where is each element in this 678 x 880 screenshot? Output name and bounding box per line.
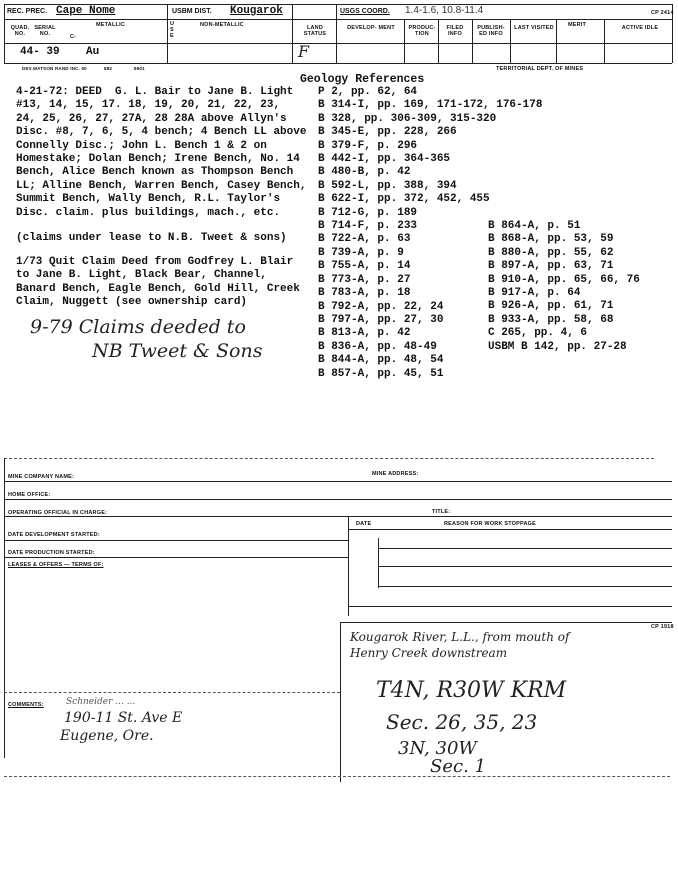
home-office-label: HOME OFFICE:	[8, 492, 51, 498]
form-number: CP 2414	[651, 10, 674, 16]
print-number-b: 8901	[134, 66, 145, 71]
filed-info-label: FILED INFO	[446, 25, 464, 37]
land-status-mark: F	[298, 42, 310, 61]
comments-label: COMMENTS:	[8, 702, 44, 708]
deed-line: 4-21-72: DEED G. L. Bair to Jane B. Light	[16, 86, 294, 98]
reference-item: B 755-A, p. 14	[318, 260, 411, 273]
reference-item: B 933-A, pp. 58, 68	[488, 313, 614, 326]
deed-line: LL; Alline Bench, Warren Bench, Casey Bench,	[16, 179, 307, 192]
reference-item: B 857-A, pp. 45, 51	[318, 367, 444, 380]
usgs-coord-label: USGS COORD.	[340, 8, 390, 15]
rec-prec-label: REC. PREC.	[7, 8, 48, 15]
reference-item: C 265, pp. 4, 6	[488, 327, 588, 340]
reference-item: B 792-A, pp. 22, 24	[318, 300, 444, 313]
deed-line: Homestake; Dolan Bench; Irene Bench, No. 14	[16, 153, 300, 166]
reference-item: B 328, pp. 306-309, 315-320	[318, 112, 497, 125]
reference-item: USBM B 142, pp. 27-28	[488, 340, 627, 353]
deed-line: Disc. claim. plus buildings, mach., etc.	[16, 206, 281, 219]
published-info-label: PUBLISH- ED INFO	[477, 25, 505, 37]
nonmetallic-label: NON-METALLIC	[200, 22, 244, 28]
form-left-border	[4, 458, 5, 758]
geology-references-title: Geology References	[300, 73, 425, 86]
deed-line: Bench, Alice Bench known as Thompson Bench	[16, 166, 294, 179]
reference-item: B 480-B, p. 42	[318, 166, 411, 179]
stoppage-reason-header: REASON FOR WORK STOPPAGE	[444, 521, 536, 527]
handwritten-township: T4N, R30W KRM	[376, 678, 567, 703]
handwritten-sections: Sec. 26, 35, 23	[386, 710, 538, 734]
date-development-started-label: DATE DEVELOPMENT STARTED:	[8, 532, 100, 538]
reference-item: B 722-A, p. 63	[318, 233, 411, 246]
reference-item: B 844-A, pp. 48, 54	[318, 354, 444, 367]
reference-item: B 910-A, pp. 65, 66, 76	[488, 273, 640, 286]
reference-item: B 926-A, pp. 61, 71	[488, 300, 614, 313]
handwritten-location-line2: Henry Creek downstream	[350, 646, 508, 660]
deed-line: Summit Bench, Wally Bench, R.L. Taylor's	[16, 193, 281, 206]
mine-address-label: MINE ADDRESS:	[372, 471, 419, 477]
deed-paragraph	[16, 86, 306, 220]
reference-item: B 379-F, p. 296	[318, 139, 418, 152]
reference-item: P 2, pp. 62, 64	[318, 86, 418, 98]
production-label: PRODUC- TION	[408, 25, 436, 37]
serial-label: SERIAL NO.	[34, 25, 56, 37]
development-label: DEVELOP- MENT	[347, 25, 395, 31]
usbm-dist-label: USBM DIST.	[172, 8, 212, 15]
reference-item: B 783-A, p. 18	[318, 287, 411, 300]
quad-label: QUAD. NO.	[10, 25, 30, 37]
form-number-2: CP 1918	[651, 624, 674, 630]
deed-line: Connelly Disc.; John L. Bench 1 & 2 on	[16, 139, 267, 152]
rec-prec-value: Cape Nome	[56, 5, 116, 17]
usbm-dist-value: Kougarok	[230, 5, 283, 17]
date-production-started-label: DATE PRODUCTION STARTED:	[8, 550, 95, 556]
reference-item: B 622-I, pp. 372, 452, 455	[318, 193, 490, 206]
lease-note: (claims under lease to N.B. Tweet & sons)	[16, 232, 287, 244]
reference-item: B 880-A, pp. 55, 62	[488, 246, 614, 259]
quad-serial-value: 44- 39	[20, 46, 60, 58]
handwritten-location-line1: Kougarok River, L.L., from mouth of	[350, 630, 570, 644]
form-divider	[4, 458, 654, 459]
references-column-2	[488, 220, 640, 354]
reference-item: B 897-A, pp. 63, 71	[488, 260, 614, 273]
reference-item: B 739-A, p. 9	[318, 246, 404, 259]
quit-claim-line: 1/73 Quit Claim Deed from Godfrey L. Blair	[16, 256, 294, 268]
reference-item: B 797-A, pp. 27, 30	[318, 313, 444, 326]
deed-line: 24, 25, 26, 27, 27A, 28 28A above Allyn's	[16, 112, 287, 125]
land-status-label: LAND STATUS	[303, 25, 327, 37]
c-label: C-	[70, 34, 77, 40]
deed-line: #13, 14, 15, 17. 18, 19, 20, 21, 22, 23,	[16, 99, 281, 112]
operating-official-label: OPERATING OFFICIAL IN CHARGE:	[8, 510, 108, 516]
use-label: U S E	[170, 21, 175, 39]
handwritten-comment-line3: Eugene, Ore.	[60, 728, 154, 744]
stoppage-date-header: DATE	[356, 521, 372, 527]
quit-claim-line: to Jane B. Light, Black Bear, Channel,	[16, 269, 267, 282]
last-visited-label: LAST VISITED	[514, 25, 554, 31]
usgs-coord-value: 1.4-1.6, 10.8-11.4	[405, 5, 484, 16]
quit-claim-line: Banard Bench, Eagle Bench, Gold Hill, Creek	[16, 282, 300, 295]
print-number-a: 882	[104, 66, 113, 71]
territorial-label: TERRITORIAL DEPT. OF MINES	[496, 66, 584, 72]
metallic-label: METALLIC	[96, 22, 125, 28]
deed-line: Disc. #8, 7, 6, 5, 4 bench; 4 Bench LL above	[16, 126, 307, 139]
handwritten-comment-line2: 190-11 St. Ave E	[64, 710, 183, 726]
reference-item: B 868-A, pp. 53, 59	[488, 233, 614, 246]
reference-item: B 712-G, p. 189	[318, 206, 418, 219]
handwritten-comment-line1: Schneider ... ...	[66, 697, 136, 707]
reference-item: B 836-A, pp. 48-49	[318, 340, 437, 353]
handwritten-alt-township: 3N, 30W	[398, 738, 477, 759]
reference-item: B 864-A, p. 51	[488, 220, 581, 232]
title-label: TITLE:	[432, 509, 451, 515]
reference-item: B 714-F, p. 233	[318, 220, 418, 233]
handwritten-alt-section: Sec. 1	[430, 756, 486, 777]
reference-item: B 773-A, p. 27	[318, 273, 411, 286]
handwritten-claims-note-2: NB Tweet & Sons	[92, 340, 263, 362]
quit-claim-paragraph	[16, 256, 300, 310]
reference-item: B 345-E, pp. 228, 266	[318, 126, 457, 139]
reference-item: B 813-A, p. 42	[318, 327, 411, 340]
print-note: DEV.WATSON RAND INC. 50	[22, 66, 87, 71]
quit-claim-line: Claim, Nuggett (see ownership card)	[16, 296, 248, 309]
reference-item: B 314-I, pp. 169, 171-172, 176-178	[318, 99, 543, 112]
reference-item: B 917-A, p. 64	[488, 287, 581, 300]
active-idle-label: ACTIVE IDLE	[621, 25, 659, 31]
handwritten-claims-note: 9-79 Claims deeded to	[30, 316, 246, 338]
reference-item: B 442-I, pp. 364-365	[318, 153, 451, 166]
metallic-value: Au	[86, 46, 100, 58]
mine-company-name-label: MINE COMPANY NAME:	[8, 474, 75, 480]
merit-label: MERIT	[568, 22, 587, 28]
leases-offers-label: LEASES & OFFERS — TERMS OF:	[8, 562, 104, 568]
reference-item: B 592-L, pp. 388, 394	[318, 179, 457, 192]
